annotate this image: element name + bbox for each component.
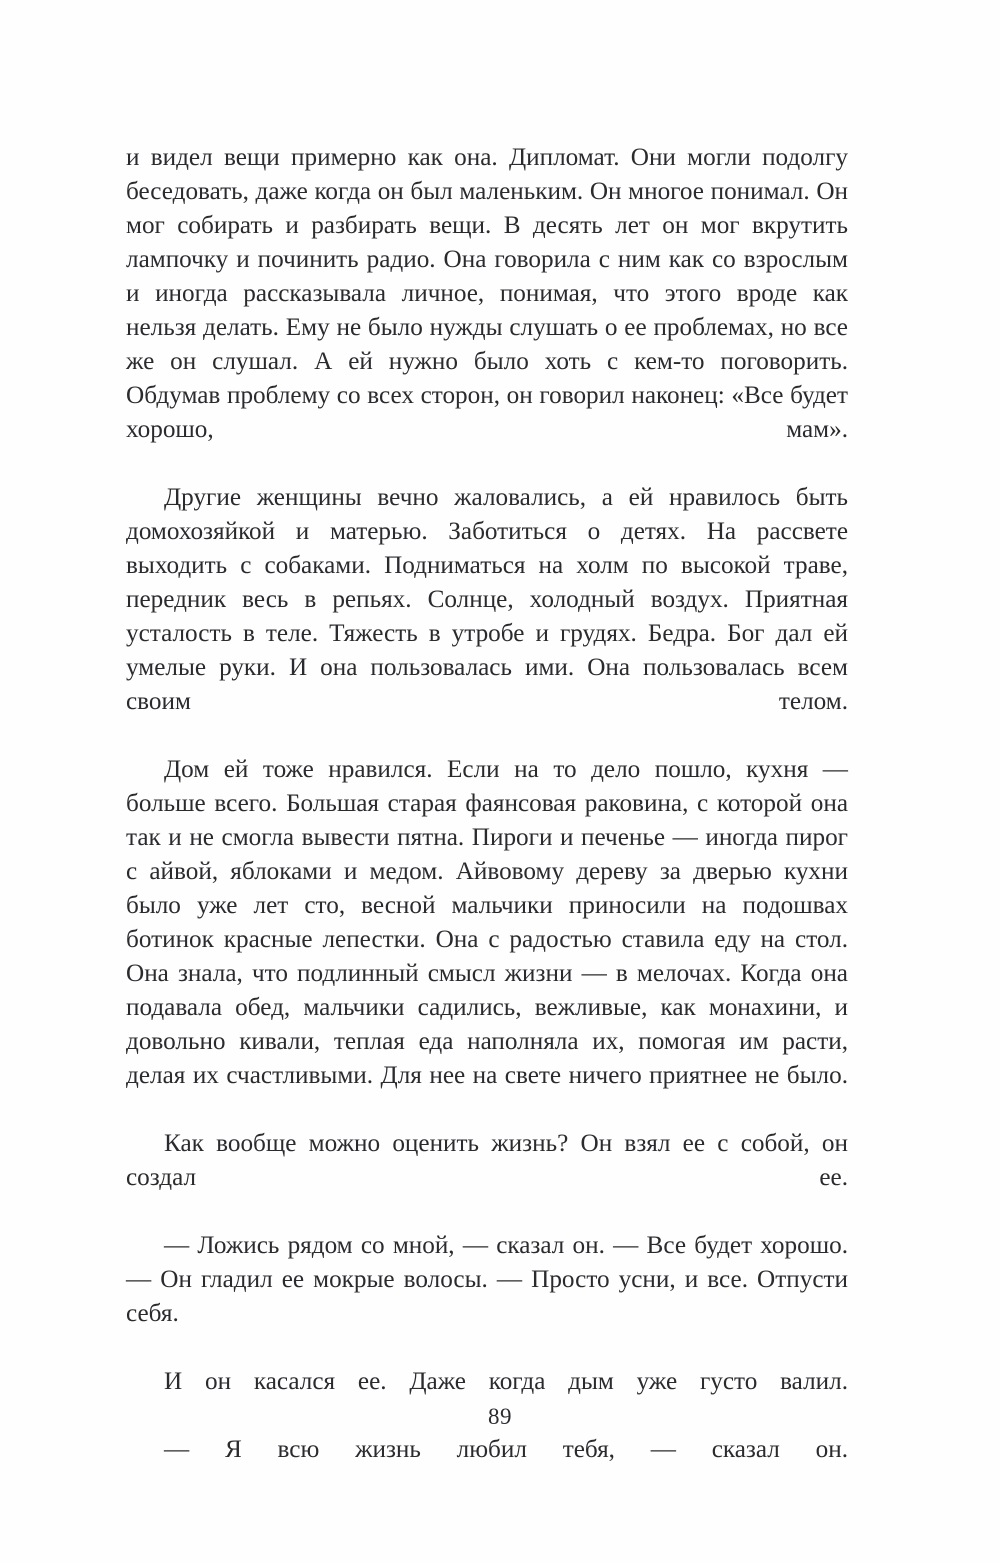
paragraph-dialogue: — Я всю жизнь любил тебя, — сказал он. (164, 1436, 848, 1463)
paragraph: и видел вещи примерно как она. Дипломат. Они могли подолгу беседовать, даже когда он был маленьким. Он многое понимал. Он мог собирать и разбирать вещи. В десять лет он мог вкрутить лампочку и починить радио. Она говорила с ним как со взрослым и иногда рассказывала личное, понимая, что этого вроде как нельзя делать. Ему не было нужды слушать о ее проблемах, но все же он слушал. А ей нужно было хоть с кем-то поговорить. Обдумав проблему со всех сторон, он говорил наконец: «Все будет хорошо, мам». (126, 144, 848, 443)
page-text-block (126, 141, 848, 1501)
paragraph: Дом ей тоже нравился. Если на то дело пошло, кухня — больше всего. Большая старая фаянсовая раковина, с которой она так и не смогла вывести пятна. Пироги и печенье — иногда пирог с айвой, яблоками и медом. Айвовому дереву за дверью кухни было уже лет сто, весной мальчики приносили на подошвах ботинок красные лепестки. Она с радостью ставила еду на стол. Она знала, что подлинный смысл жизни — в мелочах. Когда она подавала обед, мальчики садились, вежливые, как монахини, и довольно кивали, теплая еда наполняла их, помогая им расти, делая их счастливыми. Для нее на свете ничего приятнее не было. (126, 756, 848, 1089)
paragraph: Как вообще можно оценить жизнь? Он взял ее с собой, он создал ее. (126, 1130, 848, 1191)
paragraph: И он касался ее. Даже когда дым уже густо валил. (164, 1368, 848, 1395)
paragraph: Другие женщины вечно жаловались, а ей нравилось быть домохозяйкой и матерью. Заботиться о детях. На рассвете выходить с собаками. Подниматься на холм по высокой траве, передник весь в репьях. Солнце, холодный воздух. Приятная усталость в теле. Тяжесть в утробе и грудях. Бедра. Бог дал ей умелые руки. И она пользовалась ими. Она пользовалась всем своим телом. (126, 484, 848, 715)
page-number: 89 (488, 1404, 512, 1429)
paragraph-dialogue: — Ложись рядом со мной, — сказал он. — Все будет хорошо. — Он гладил ее мокрые волосы. — Просто усни, и все. Отпусти себя. (126, 1232, 848, 1327)
